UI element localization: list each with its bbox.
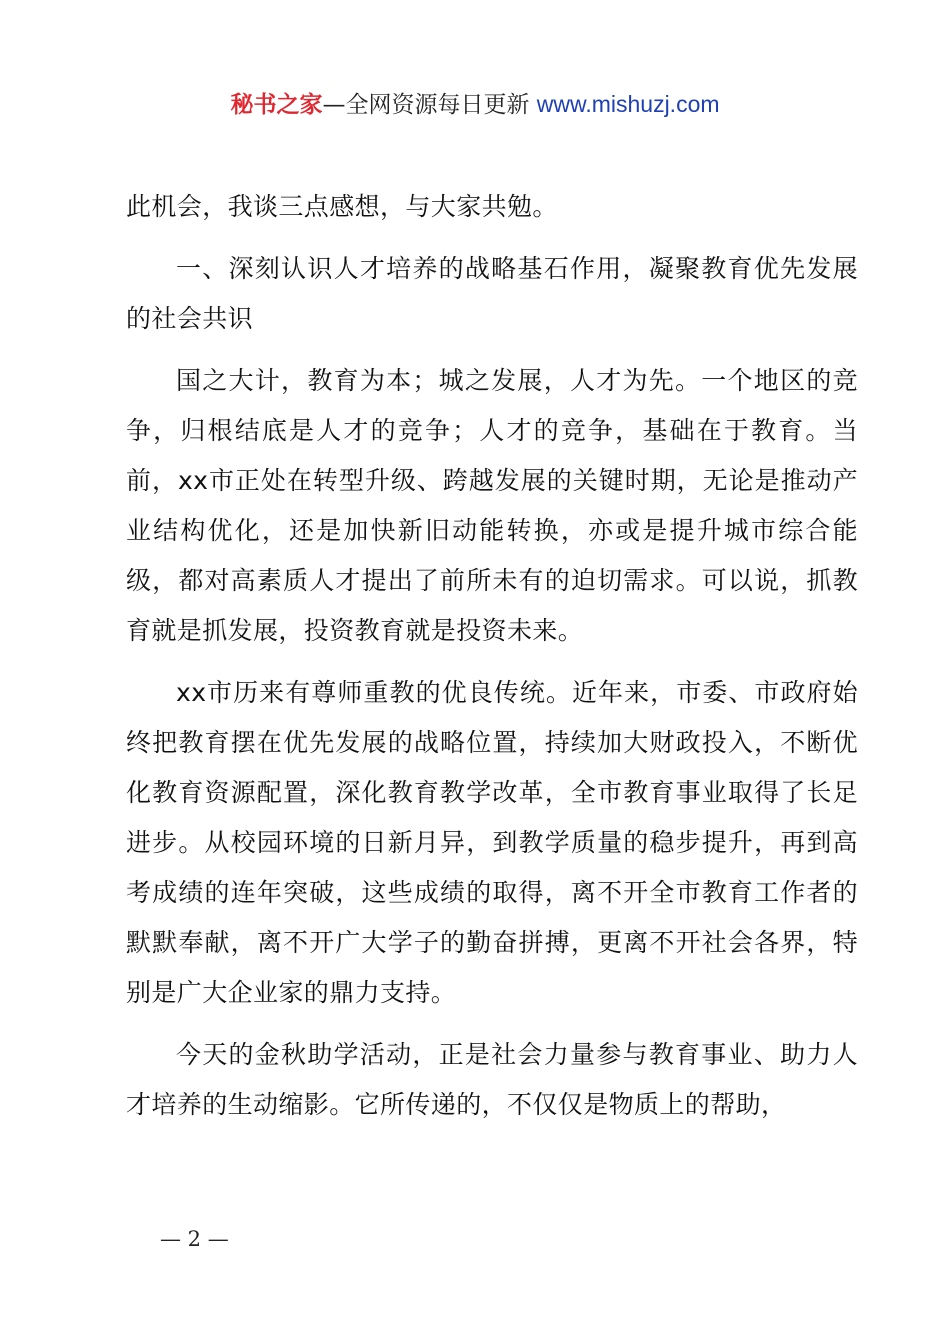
- header-slogan: —全网资源每日更新: [322, 92, 530, 118]
- page-number: — 2 —: [160, 1227, 229, 1251]
- paragraph-scholarship-activity: 今天的金秋助学活动，正是社会力量参与教育事业、助力人才培养的生动缩影。它所传递的，不仅仅是物质上的帮助，: [126, 1040, 858, 1119]
- paragraph-opening: 此机会，我谈三点感想，与大家共勉。: [126, 192, 558, 221]
- document-body: [126, 182, 858, 1142]
- paragraph-education-importance: 国之大计，教育为本；城之发展，人才为先。一个地区的竞争，归根结底是人才的竞争；人才的竞争，基础在于教育。当前，xx市正处在转型升级、跨越发展的关键时期，无论是推动产业结构优化，还是加快新旧动能转换，亦或是提升城市综合能级，都对高素质人才提出了前所未有的迫切需求。可以说，抓教育就是抓发展，投资教育就是投资未来。: [126, 366, 858, 645]
- paragraph-city-tradition: xx市历来有尊师重教的优良传统。近年来，市委、市政府始终把教育摆在优先发展的战略位置，持续加大财政投入，不断优化教育资源配置，深化教育教学改革，全市教育事业取得了长足进步。从校园环境的日新月异，到教学质量的稳步提升，再到高考成绩的连年突破，这些成绩的取得，离不开全市教育工作者的默默奉献，离不开广大学子的勤奋拼搏，更离不开社会各界，特别是广大企业家的鼎力支持。: [126, 678, 858, 1007]
- page-header: [0, 86, 950, 123]
- header-brand: 秘书之家: [230, 92, 323, 118]
- section-heading: 一、深刻认识人才培养的战略基石作用，凝聚教育优先发展的社会共识: [126, 254, 858, 333]
- header-url-link[interactable]: www.mishuzj.com: [536, 91, 720, 117]
